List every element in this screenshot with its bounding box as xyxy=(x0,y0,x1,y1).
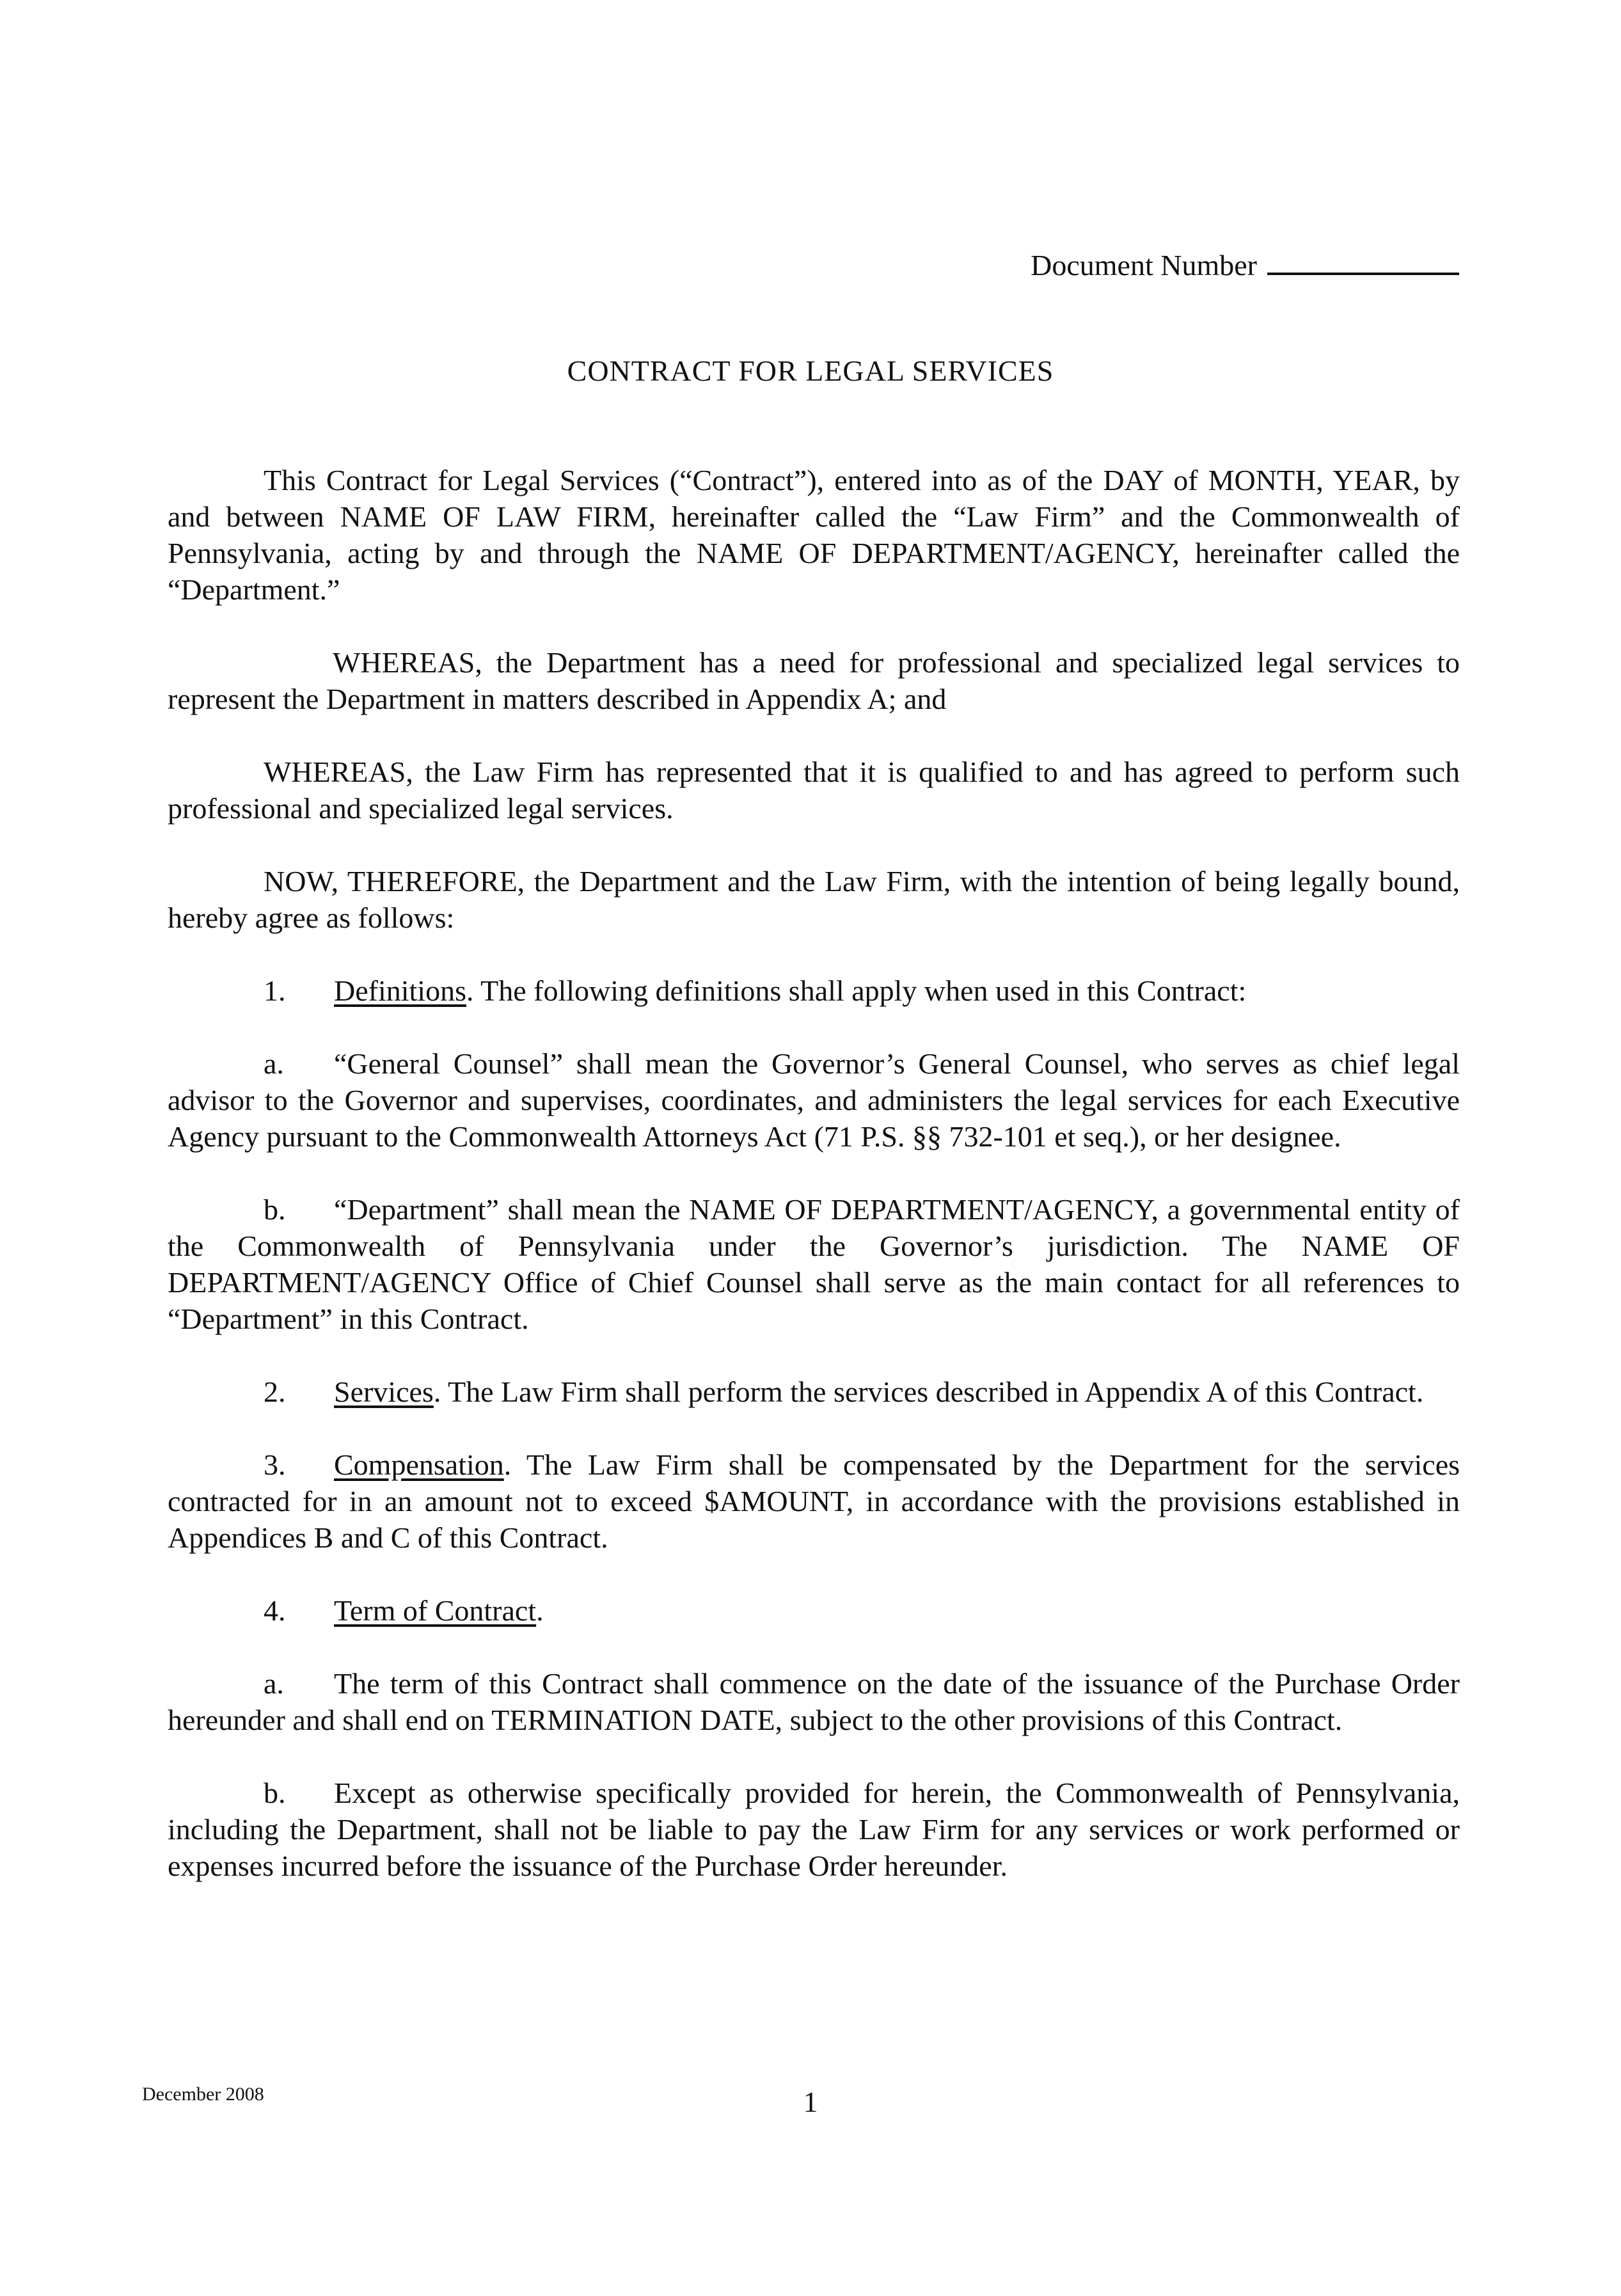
term-a xyxy=(168,1665,1460,1738)
section-heading: Term of Contract xyxy=(334,1594,537,1627)
footer-date: December 2008 xyxy=(142,2084,264,2105)
section-number: 3. xyxy=(264,1448,286,1481)
document-title: CONTRACT FOR LEGAL SERVICES xyxy=(567,354,1054,387)
intro-paragraph: This Contract for Legal Services (“Contract”), entered into as of the DAY of MONTH, YEAR, by and between NAME OF LAW FIRM, hereinafter called the “Law Firm” and the Commonwealth of Pennsylvania, acting by and through the NAME OF DEPARTMENT/AGENCY, hereinafter called the “Department.” xyxy=(168,464,1460,606)
item-text: The term of this Contract shall commence on the date of the issuance of the Purchase Order hereunder and shall end on TERMINATION DATE, subject to the other provisions of this Contract. xyxy=(168,1667,1460,1736)
definition-a xyxy=(168,1045,1460,1155)
item-text: Except as otherwise specifically provided for herein, the Commonwealth of Pennsylvania, including the Department, shall not be liable to pay the Law Firm for any services or work performed or expenses incurred before the issuance of the Purchase Order hereunder. xyxy=(168,1777,1460,1882)
page-number: 1 xyxy=(803,2086,818,2118)
item-text: “Department” shall mean the NAME OF DEPARTMENT/AGENCY, a governmental entity of the Commonwealth of Pennsylvania under the Governor’s jurisdiction. The NAME OF DEPARTMENT/AGENCY Office of Chief Counsel shall serve as the main contact for all references to “Department” in this Contract. xyxy=(168,1193,1460,1335)
whereas-paragraph-2: WHEREAS, the Law Firm has represented that it is qualified to and has agreed to perform such professional and specialized legal services. xyxy=(168,756,1460,825)
section-definitions: 1. Definitions. The following definitions shall apply when used in this Contract: xyxy=(168,972,1460,1009)
document-number-blank xyxy=(1267,242,1459,275)
section-text: The Law Firm shall perform the services described in Appendix A of this Contract. xyxy=(448,1375,1424,1408)
section-heading: Services xyxy=(334,1375,434,1408)
term-b xyxy=(168,1775,1460,1884)
section-compensation: 3. Compensation. The Law Firm shall be compensated by the Department for the services contracted for in an amount not to exceed $AMOUNT, in accordance with the provisions established in Appendices B and C of this Contract. xyxy=(168,1446,1460,1556)
section-heading: Compensation xyxy=(334,1448,504,1481)
section-text: The Law Firm shall be compensated by the Department for the services contracted for in an amount not to exceed $AMOUNT, in accordance with the provisions established in Appendices B and C of this Contract. xyxy=(168,1448,1460,1554)
section-services: 2. Services. The Law Firm shall perform the services described in Appendix A of this Contract. xyxy=(168,1374,1460,1410)
document-number-label: Document Number xyxy=(1031,249,1257,281)
section-term: 4. Term of Contract. xyxy=(168,1592,1460,1629)
item-text: “General Counsel” shall mean the Governor’s General Counsel, who serves as chief legal advisor to the Governor and supervises, coordinates, and administers the legal services for each Executive Agency pursuant to the Commonwealth Attorneys Act (71 P.S. §§ 732-101 et seq.), or her designee. xyxy=(168,1047,1460,1153)
now-therefore-paragraph: NOW, THEREFORE, the Department and the Law Firm, with the intention of being legally bound, hereby agree as follows: xyxy=(168,865,1460,934)
item-label: b. xyxy=(264,1193,286,1226)
whereas-paragraph-1: WHEREAS, the Department has a need for professional and specialized legal services to represent the Department in matters described in Appendix A; and xyxy=(168,646,1460,715)
item-label: b. xyxy=(264,1777,286,1809)
contract-body xyxy=(168,462,1460,1920)
item-label: a. xyxy=(264,1667,284,1700)
document-number xyxy=(1031,242,1459,285)
section-number: 1. xyxy=(264,974,286,1007)
section-number: 4. xyxy=(264,1594,286,1627)
section-number: 2. xyxy=(264,1375,286,1408)
section-text: The following definitions shall apply when used in this Contract: xyxy=(480,974,1247,1007)
definition-b xyxy=(168,1191,1460,1337)
section-heading: Definitions xyxy=(334,974,466,1007)
item-label: a. xyxy=(264,1047,284,1080)
